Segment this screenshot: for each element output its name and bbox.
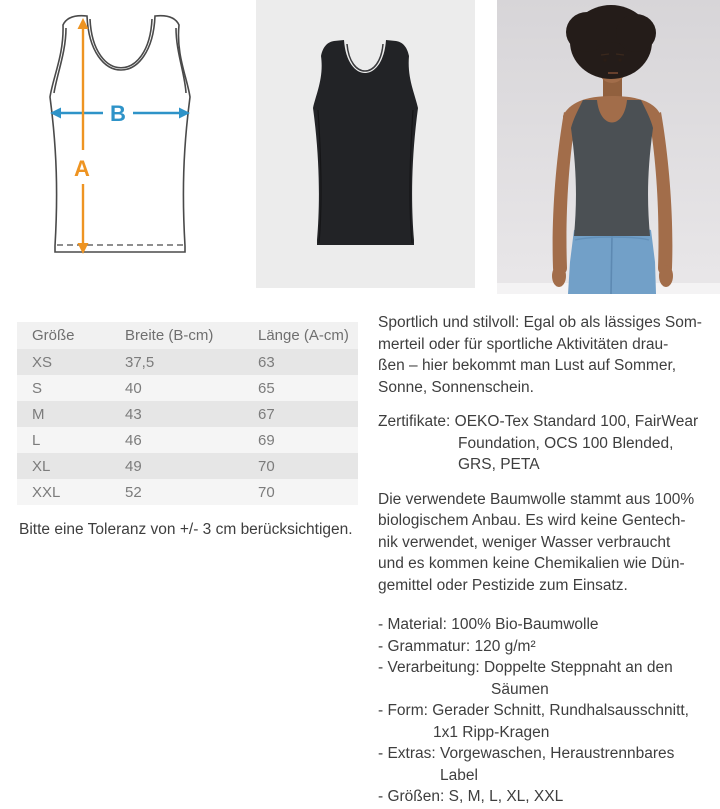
text-line: gemittel oder Pestizide zum Einsatz. — [378, 576, 628, 594]
detail-item-verarbeitung-cont: Säumen — [491, 680, 549, 698]
certificates-paragraph — [378, 411, 720, 476]
column-header-length: Länge (A-cm) — [258, 322, 358, 349]
column-header-size: Größe — [17, 322, 125, 349]
width-cell: 49 — [125, 453, 258, 479]
table-row — [17, 479, 358, 505]
size-cell: XL — [17, 453, 125, 479]
tolerance-note: Bitte eine Toleranz von +/- 3 cm berücksichtigen. — [19, 521, 353, 538]
product-photo-model[interactable] — [497, 0, 720, 294]
product-details-list — [378, 614, 720, 808]
detail-item-groessen: - Größen: S, M, L, XL, XXL — [378, 788, 564, 805]
intro-paragraph — [378, 312, 720, 398]
text-line: merteil oder für sportliche Aktivitäten drau- — [378, 335, 669, 353]
text-line: Sonne, Sonnenschein. — [378, 378, 534, 396]
detail-item-form: - Form: Gerader Schnitt, Rundhalsausschnitt, — [378, 702, 689, 719]
text-line: Foundation, OCS 100 Blended, — [458, 434, 674, 452]
product-photo-flat[interactable] — [256, 0, 475, 288]
column-header-width: Breite (B-cm) — [125, 322, 258, 349]
detail-item-form-cont: 1x1 Ripp-Kragen — [433, 723, 550, 741]
width-cell: 46 — [125, 427, 258, 453]
size-measurement-diagram-image[interactable] — [30, 0, 245, 285]
text-line: biologischem Anbau. Es wird keine Gentech- — [378, 512, 686, 529]
product-description — [378, 312, 720, 808]
width-cell: 43 — [125, 401, 258, 427]
length-label: A — [74, 156, 90, 181]
model-left-hand — [552, 265, 566, 287]
detail-item-verarbeitung: - Verarbeitung: Doppelte Steppnaht an den — [378, 659, 673, 676]
organic-cotton-paragraph — [378, 489, 720, 597]
detail-item-grammatur: - Grammatur: 120 g/m² — [378, 637, 536, 655]
black-tank-top — [313, 40, 418, 245]
length-cell: 70 — [258, 453, 358, 479]
size-cell: S — [17, 375, 125, 401]
model-right-hand — [659, 265, 673, 287]
size-cell: XXL — [17, 479, 125, 505]
text-line: nik verwendet, weniger Wasser verbraucht — [378, 533, 671, 551]
length-cell: 69 — [258, 427, 358, 453]
width-cell: 40 — [125, 375, 258, 401]
table-row — [17, 375, 358, 401]
size-cell: XS — [17, 349, 125, 375]
text-line: Sportlich und stilvoll: Egal ob als lässiges Som- — [378, 314, 702, 331]
table-row — [17, 401, 358, 427]
text-line: GRS, PETA — [458, 456, 540, 473]
length-cell: 70 — [258, 479, 358, 505]
width-cell: 52 — [125, 479, 258, 505]
detail-item-material: - Material: 100% Bio-Baumwolle — [378, 616, 599, 633]
table-row — [17, 349, 358, 375]
length-cell: 63 — [258, 349, 358, 375]
text-line: und es kommen keine Chemikalien wie Dün- — [378, 555, 685, 572]
size-table-header-row — [17, 322, 358, 349]
size-table — [17, 322, 358, 505]
length-cell: 67 — [258, 401, 358, 427]
tank-top-outline — [50, 16, 190, 252]
detail-item-extras-cont: Label — [440, 766, 478, 784]
length-cell: 65 — [258, 375, 358, 401]
text-line: ßen – hier bekommt man Lust auf Sommer, — [378, 357, 677, 374]
width-label: B — [110, 101, 126, 126]
text-line: Zertifikate: OEKO-Tex Standard 100, FairWear — [378, 413, 699, 430]
detail-item-extras: - Extras: Vorgewaschen, Heraustrennbares — [378, 745, 675, 762]
table-row — [17, 453, 358, 479]
size-cell: M — [17, 401, 125, 427]
size-cell: L — [17, 427, 125, 453]
text-line: Die verwendete Baumwolle stammt aus 100% — [378, 490, 695, 508]
table-row — [17, 427, 358, 453]
width-cell: 37,5 — [125, 349, 258, 375]
